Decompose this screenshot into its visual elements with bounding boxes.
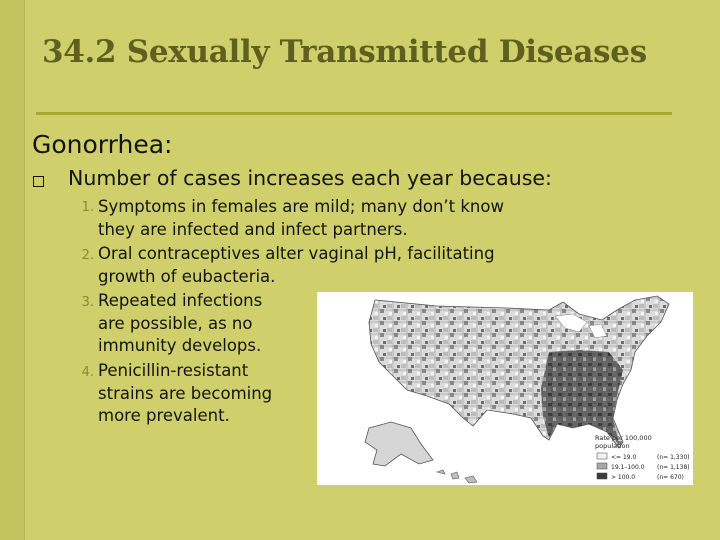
list-item-4 [98, 360, 272, 428]
list-item-3 [98, 290, 262, 358]
list-item-3-line-2: are possible, as no [98, 313, 253, 333]
subheading-colon: : [164, 130, 173, 159]
southeast-high-rate-region [541, 350, 623, 444]
bullet-text: Number of cases increases each year because: [68, 166, 552, 190]
list-item-3-line-3: immunity develops. [98, 336, 262, 355]
legend-swatch-high [597, 473, 607, 479]
list-item-4-line-3: more prevalent. [98, 406, 230, 425]
list-number-1: 1. [81, 200, 94, 215]
us-map-svg [317, 292, 693, 485]
left-margin-bar [0, 0, 24, 540]
hawaii-shape [437, 470, 477, 483]
list-number-4: 4. [81, 365, 94, 380]
gonorrhea-rate-map [317, 292, 693, 485]
list-item-2 [98, 243, 495, 288]
map-legend [595, 434, 690, 481]
subheading [32, 130, 172, 159]
legend-count-low: (n= 1,330) [657, 454, 690, 461]
list-item-2-line-1: Oral contraceptives alter vaginal pH, facilitating [98, 244, 495, 263]
list-item-4-line-2: strains are becoming [98, 383, 273, 403]
list-item-3-line-1: Repeated infections [98, 291, 263, 310]
contiguous-us-shape [369, 296, 669, 448]
legend-count-mid: (n= 1,138) [657, 464, 690, 471]
legend-swatch-mid [597, 463, 607, 469]
square-bullet-icon [33, 176, 44, 187]
left-margin-line [24, 0, 25, 540]
legend-label-low: <= 19.0 [611, 454, 637, 461]
slide-title: 34.2 Sexually Transmitted Diseases [42, 34, 647, 70]
title-underline [36, 112, 672, 115]
alaska-shape [365, 422, 433, 466]
list-number-2: 2. [81, 248, 94, 263]
list-item-2-line-2: growth of eubacteria. [98, 266, 276, 286]
legend-swatch-low [597, 453, 607, 459]
subheading-text: Gonorrhea [32, 130, 165, 159]
list-item-1 [98, 196, 504, 241]
list-item-1-line-2: they are infected and infect partners. [98, 219, 408, 239]
legend-title-line-1: Rate per 100,000 [595, 434, 652, 442]
legend-count-high: (n= 670) [657, 474, 684, 481]
list-item-1-line-1: Symptoms in females are mild; many don’t know [98, 197, 504, 216]
legend-title-line-2: population [595, 442, 630, 450]
legend-label-mid: 19.1–100.0 [611, 464, 645, 471]
list-number-3: 3. [81, 295, 94, 310]
list-item-4-line-1: Penicillin-resistant [98, 361, 249, 380]
legend-label-high: > 100.0 [611, 474, 636, 481]
